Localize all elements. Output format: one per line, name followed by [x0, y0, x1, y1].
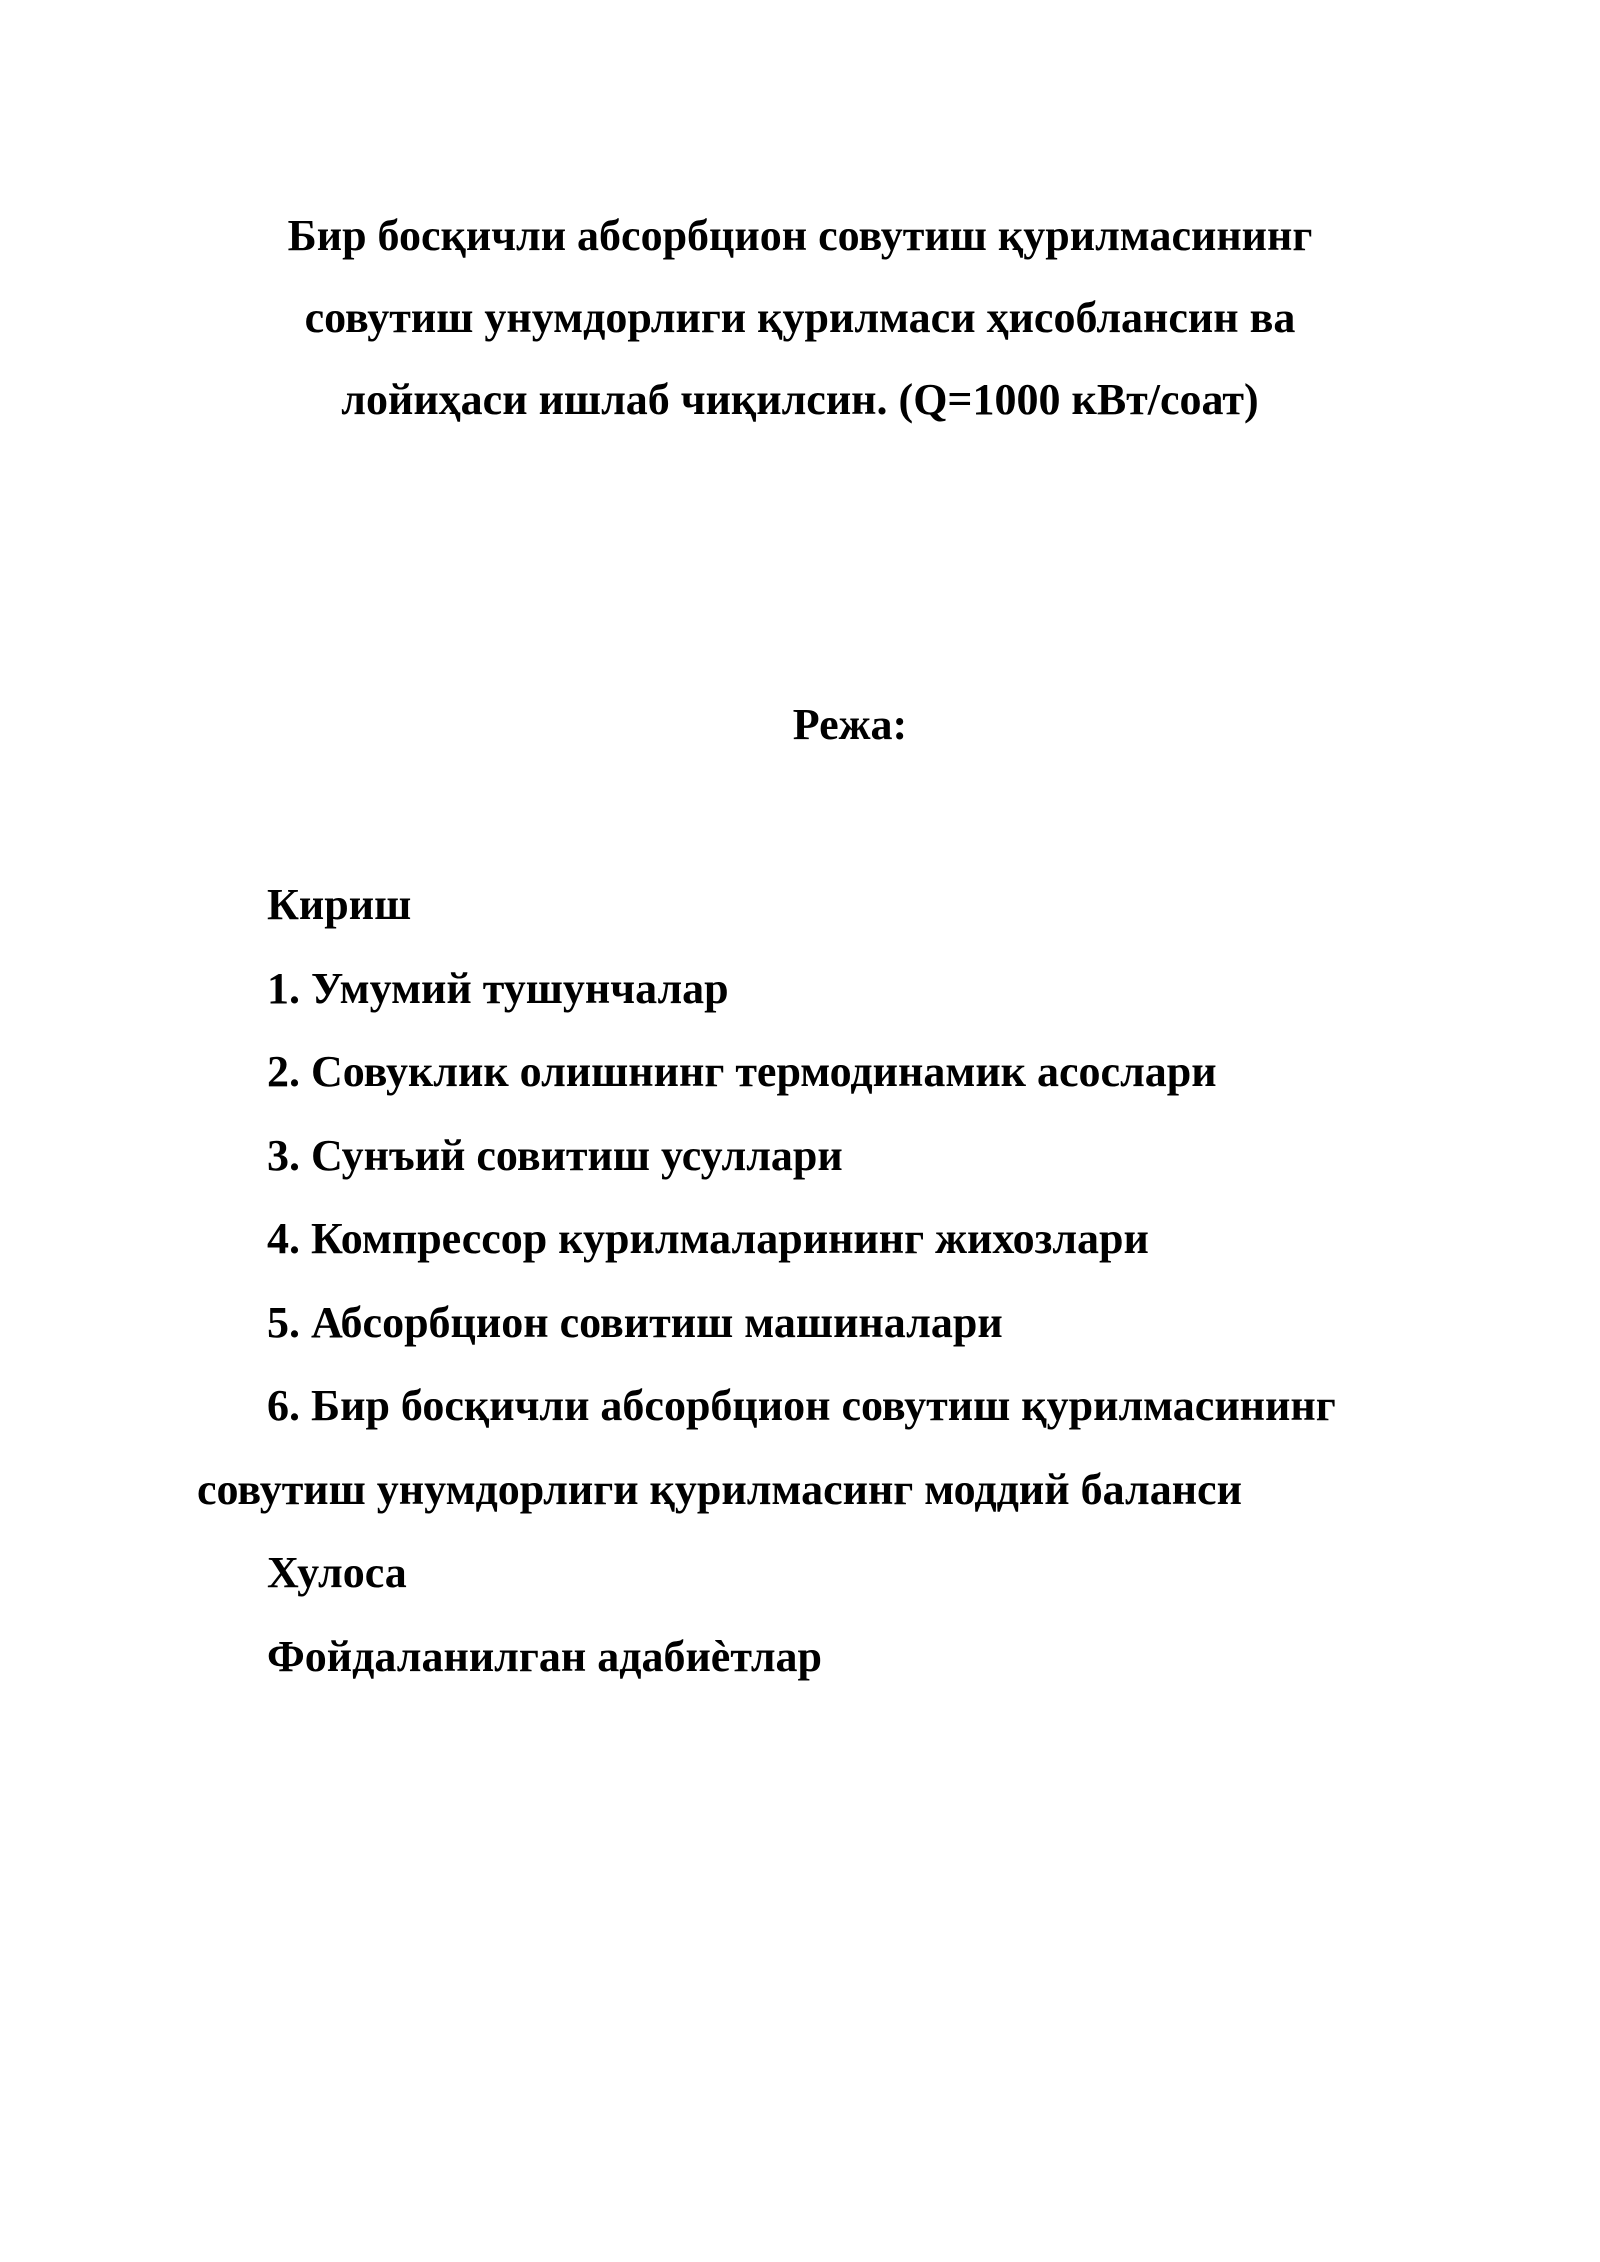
document-title	[180, 195, 1420, 441]
title-line-2: совутиш унумдорлиги қурилмаси ҳисоблансин ва	[304, 293, 1296, 342]
toc-item-6: 6. Бир босқичли абсорбцион совутиш қурилмасининг	[267, 1381, 1336, 1430]
toc-item-6-continued: совутиш унумдорлиги қурилмасинг моддий баланси	[197, 1464, 1242, 1514]
toc-item-references: Фойдаланилган адабиѐтлар	[267, 1631, 823, 1681]
toc-item-conclusion: Хулоса	[267, 1548, 407, 1597]
toc-item-intro: Кириш	[267, 880, 412, 929]
plan-heading: Режа:	[792, 700, 908, 749]
table-of-contents	[197, 863, 1497, 1698]
toc-item-1: 1. Умумий тушунчалар	[267, 963, 729, 1013]
title-line-1: Бир босқичли абсорбцион совутиш қурилмасининг	[287, 211, 1313, 260]
toc-item-2: 2. Совуклик олишнинг термодинамик асослари	[267, 1047, 1217, 1096]
toc-item-3: 3. Сунъий совитиш усуллари	[267, 1130, 843, 1180]
toc-item-5: 5. Абсорбцион совитиш машиналари	[267, 1297, 1003, 1347]
toc-item-4: 4. Компрессор курилмаларининг жихозлари	[267, 1214, 1149, 1263]
title-line-3: лойиҳаси ишлаб чиқилсин. (Q=1000 кВт/соат)	[341, 375, 1259, 424]
